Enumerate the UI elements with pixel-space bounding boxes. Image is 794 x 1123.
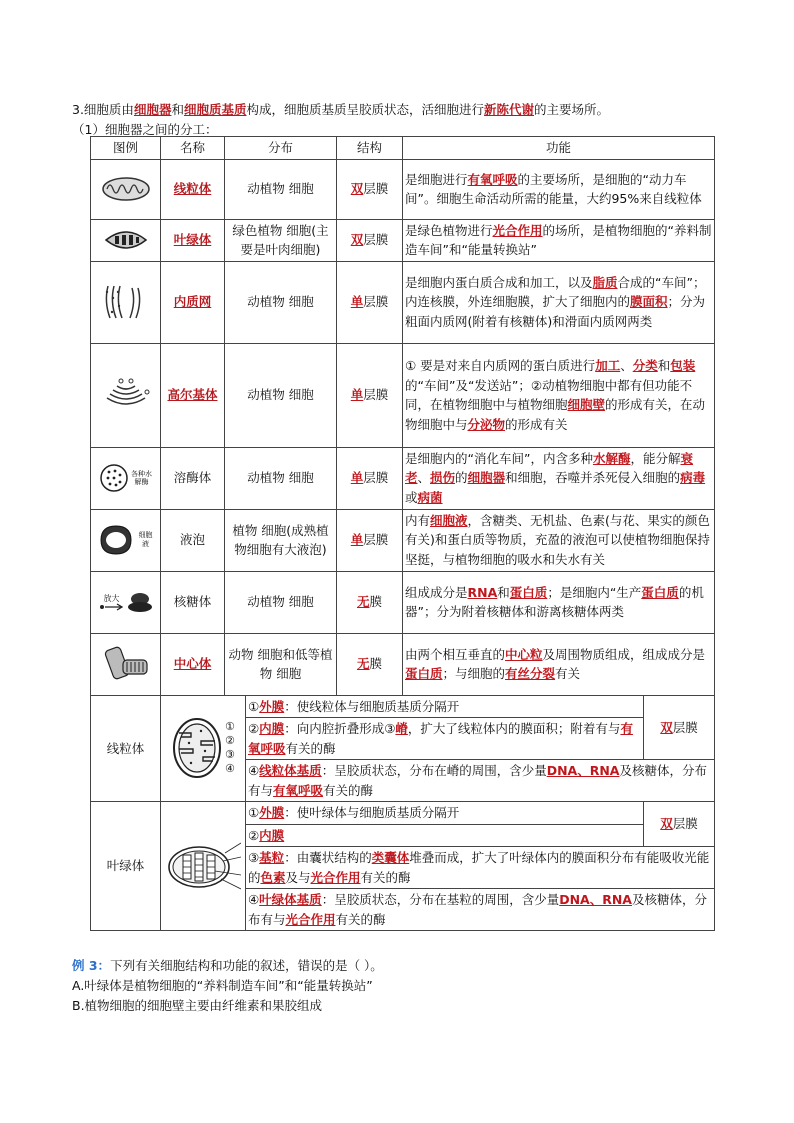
table-row: 细胞液 液泡 植物 细胞(成熟植物细胞有大液泡) 单层膜 内有细胞液，含糖类、无机盐、色素(与花、果实的颜色有关)和蛋白质等物质，充盈的液泡可以使植物细胞保持坚挺，与植物细胞的吸水和失水有关 xyxy=(91,509,715,571)
chloroplast-diagram xyxy=(161,802,245,930)
lysosome-icon: 各种水解酶 xyxy=(91,447,161,509)
chloroplast-icon xyxy=(91,219,161,261)
table-row: 高尔基体 动植物 细胞 单层膜 ① 要是对来自内质网的蛋白质进行加工、分类和包装的“车间”及“发送站”；②动植物细胞中都有但功能不同，在植物细胞中与植物细胞细胞壁的形成有关，在动物细胞中与分泌物的形成有关 xyxy=(91,343,715,447)
table-header: 图例 名称 分布 结构 功能 xyxy=(91,137,715,160)
keyword: 新陈代谢 xyxy=(484,102,535,117)
table-row: 线粒体 动植物 细胞 双层膜 是细胞进行有氧呼吸的主要场所，是细胞的“动力车间”。细胞生命活动所需的能量，大约95%来自线粒体 xyxy=(91,159,715,219)
er-icon xyxy=(91,261,161,343)
ribosome-icon: 放大 xyxy=(91,571,161,633)
table-row: 叶绿体 绿色植物 细胞(主要是叶肉细胞) 双层膜 是绿色植物进行光合作用的场所，是植物细胞的“养料制造车间”和“能量转换站” xyxy=(91,219,715,261)
vacuole-icon: 细胞液 xyxy=(91,509,161,571)
mitochondria-detail-row: 线粒体 ① ② ③ ④ ①外膜：使线粒体与细胞质基质分隔开 双层膜 ②内膜：向内腔折叠形成③嵴，扩大了线粒体内的膜面积；附着有与有氧呼吸有关的酶 ④线粒体基质：呈胶质状态，分布在嵴的周围，含少量DNA、RNA及核糖体，分布有与有氧呼吸有关的酶 xyxy=(91,695,715,802)
intro-line-1: 3.细胞质由细胞器和细胞质基质构成，细胞质基质呈胶质状态，活细胞进行新陈代谢的主要场所。 xyxy=(72,102,610,117)
table-row: 中心体 动物 细胞和低等植物 细胞 无膜 由两个相互垂直的中心粒及周围物质组成，组成成分是蛋白质；与细胞的有丝分裂有关 xyxy=(91,633,715,695)
table-row: 内质网 动植物 细胞 单层膜 是细胞内蛋白质合成和加工，以及脂质合成的“车间”；内连核膜，外连细胞膜，扩大了细胞内的膜面积；分为粗面内质网(附着有核糖体)和滑面内质网两类 xyxy=(91,261,715,343)
example-3 xyxy=(72,956,752,1016)
mitochondria-diagram: ① ② ③ ④ xyxy=(161,696,245,802)
table-row: 放大 核糖体 动植物 细胞 无膜 组成成分是RNA和蛋白质；是细胞内“生产蛋白质的机器”；分为附着核糖体和游离核糖体两类 xyxy=(91,571,715,633)
centrosome-icon xyxy=(91,633,161,695)
golgi-icon xyxy=(91,343,161,447)
intro xyxy=(72,100,752,140)
chloroplast-detail-row: 叶绿体 ①外膜：使叶绿体与细胞质基质分隔开 双层膜 ②内膜 ③基粒：由囊状结构的类囊体堆叠而成，扩大了叶绿体内的膜面积分布有能吸收光能的色素及与光合作用有关的酶 ④叶绿体基质：呈胶质状态，分布在基粒的周围，含少量DNA、RNA及核糖体，分布有与光合作用有关的酶 xyxy=(91,802,715,931)
option-b: B.植物细胞的细胞壁主要由纤维素和果胶组成 xyxy=(72,998,323,1013)
example-question: 例 3：下列有关细胞结构和功能的叙述，错误的是（ ）。 xyxy=(72,958,383,973)
mitochondria-icon xyxy=(91,159,161,219)
intro-line-2: （1）细胞器之间的分工： xyxy=(72,122,218,137)
keyword: 细胞质基质 xyxy=(183,102,247,117)
keyword: 细胞器 xyxy=(133,102,172,117)
table-row: 各种水解酶 溶酶体 动植物 细胞 单层膜 是细胞内的“消化车间”，内含多种水解酶，能分解衰老、损伤的细胞器和细胞，吞噬并杀死侵入细胞的病毒或病菌 xyxy=(91,447,715,509)
option-a: A.叶绿体是植物细胞的“养料制造车间”和“能量转换站” xyxy=(72,978,373,993)
organelle-table xyxy=(90,136,715,931)
